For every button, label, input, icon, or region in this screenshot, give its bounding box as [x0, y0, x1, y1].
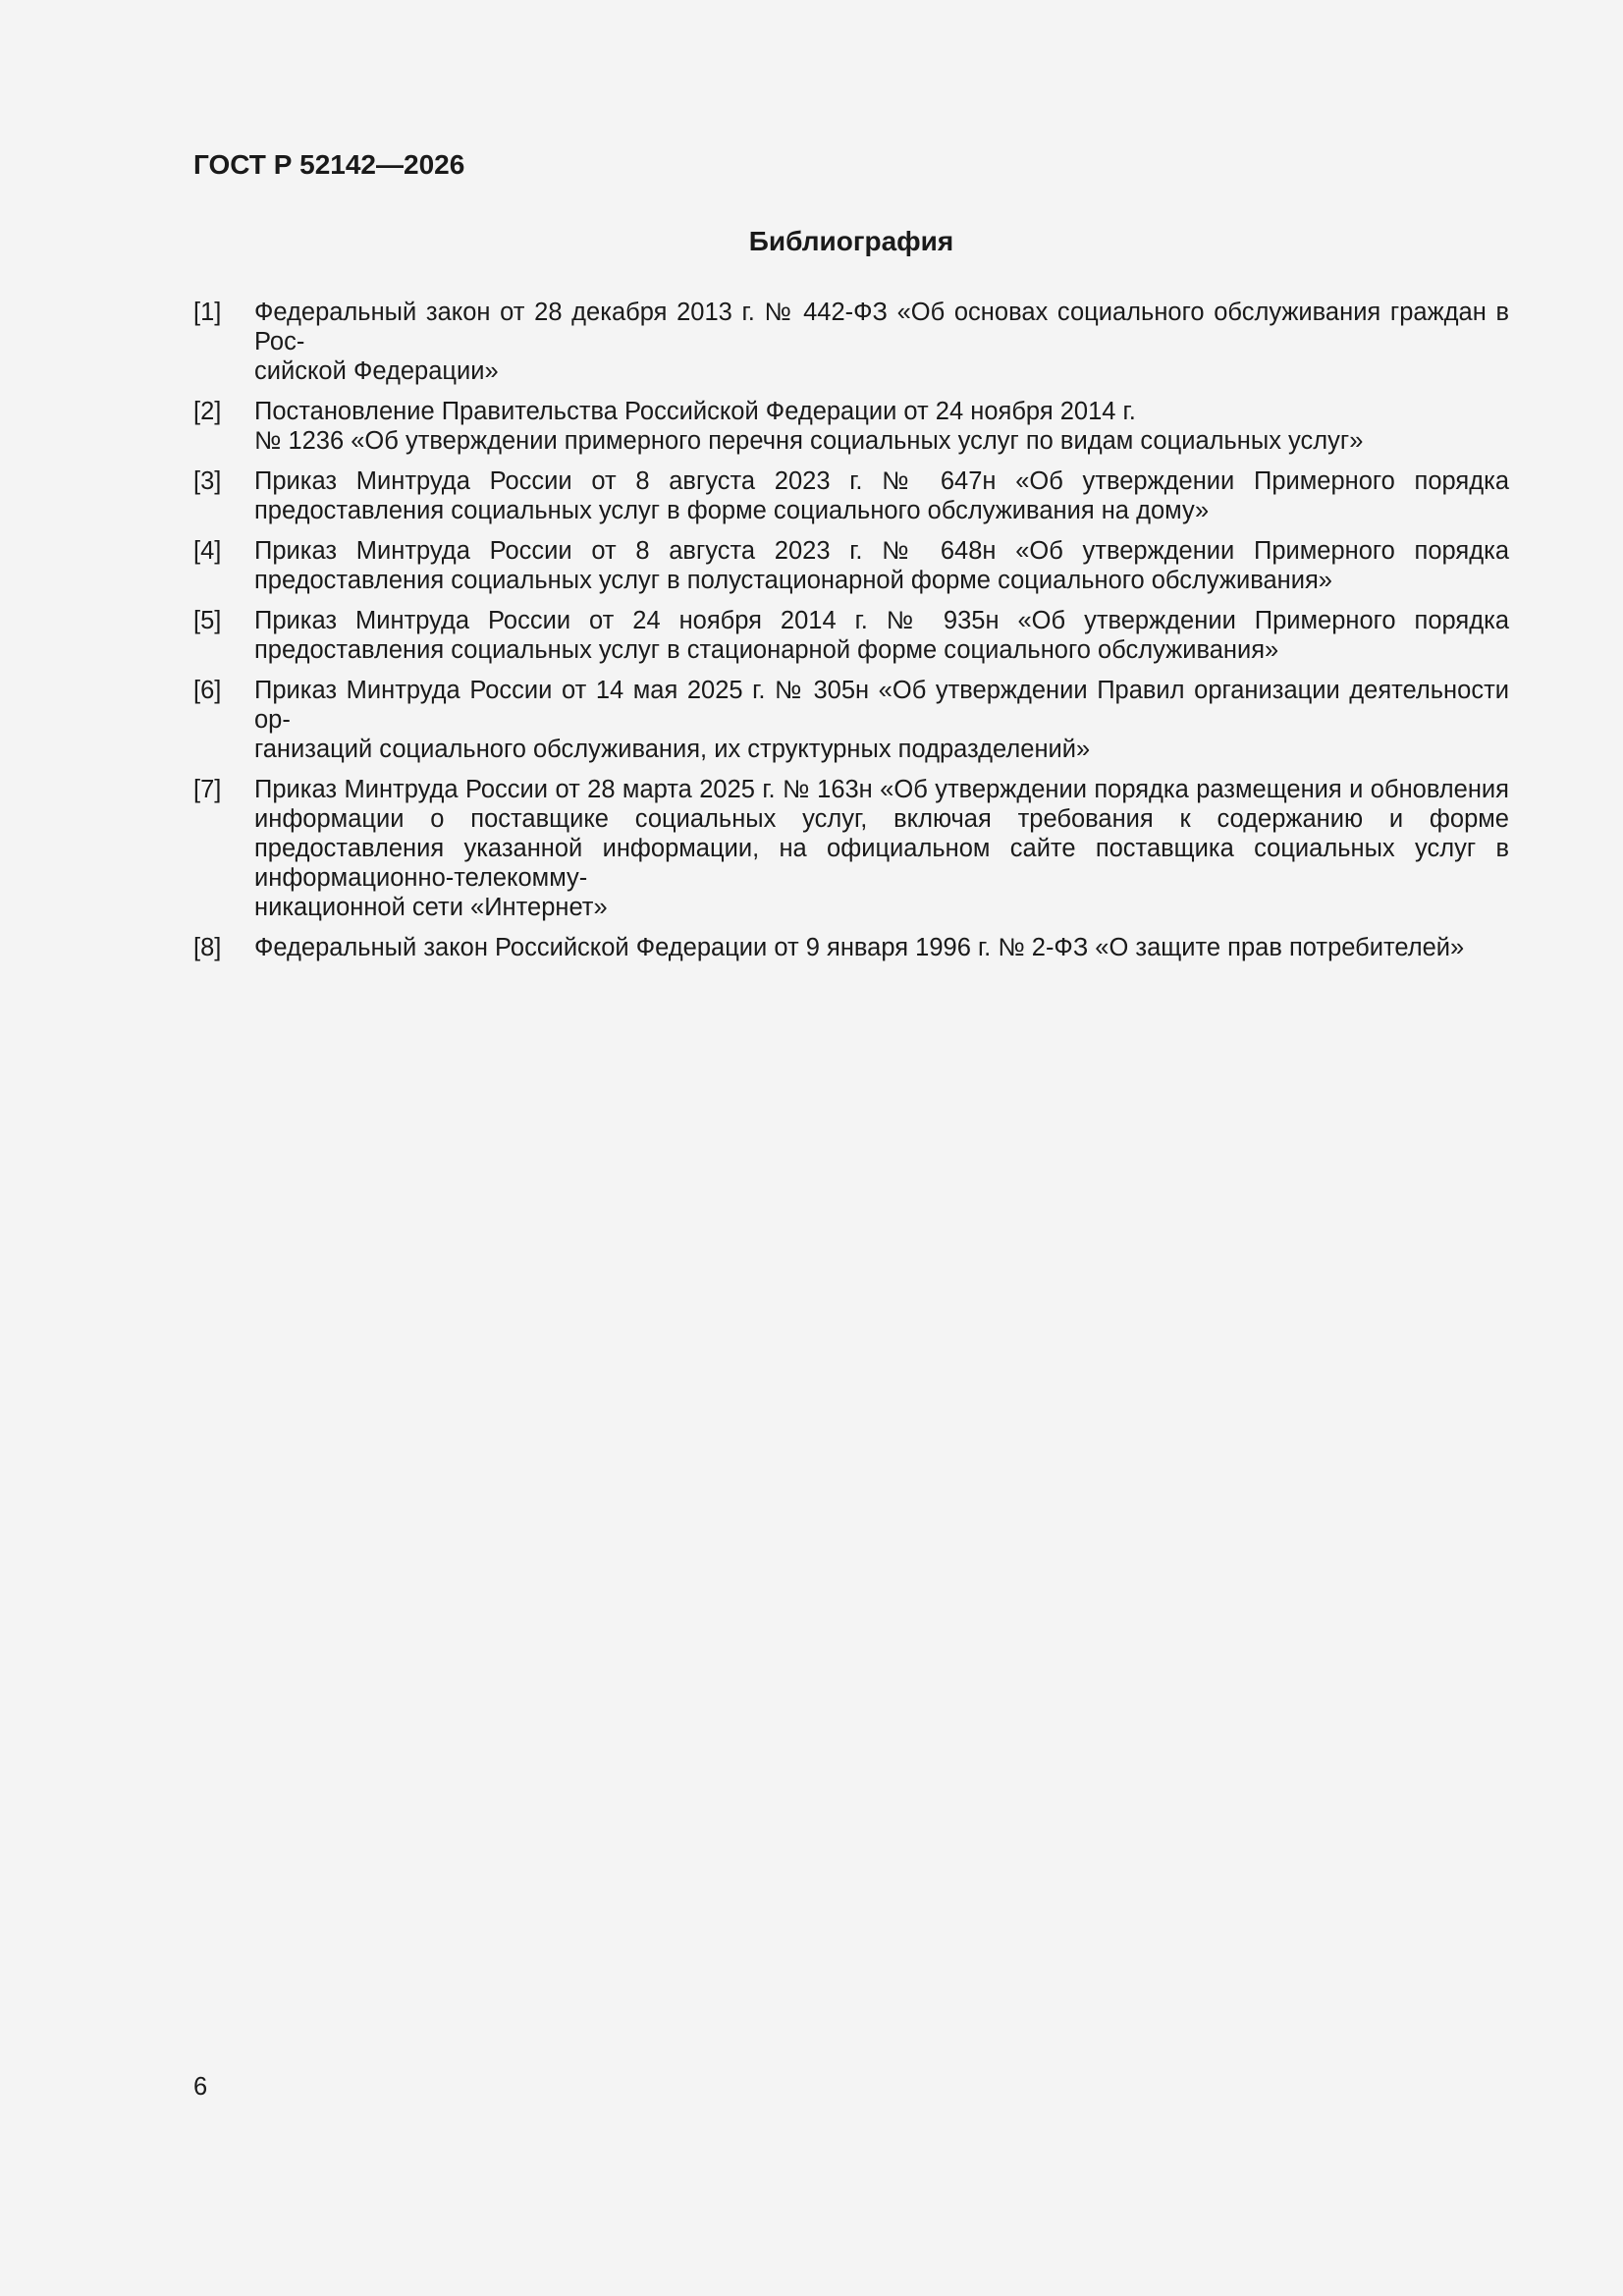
bibliography-entry-text: Приказ Минтруда России от 24 ноября 2014 г. № 935н «Об утверждении Примерного порядка предоставления социальных услуг в стационарной форме социального обслуживания»	[254, 607, 1509, 664]
bibliography-entry-number: [8]	[193, 934, 222, 961]
bibliography-entry-text: Приказ Минтруда России от 14 мая 2025 г. № 305н «Об утверждении Правил организации деятельности ор- ганизаций социального обслуживания, их структурных подразделений»	[254, 677, 1509, 763]
bibliography-entry	[193, 536, 1509, 595]
bibliography-entry-number: [7]	[193, 776, 222, 803]
bibliography-entry-number: [1]	[193, 299, 222, 326]
bibliography-entry-text: Постановление Правительства Российской Федерации от 24 ноября 2014 г. № 1236 «Об утверждении примерного перечня социальных услуг по видам социальных услуг»	[254, 398, 1364, 455]
bibliography-entry-text: Федеральный закон от 28 декабря 2013 г. № 442-ФЗ «Об основах социального обслуживания граждан в Рос- сийской Федерации»	[254, 299, 1509, 385]
bibliography-entry-text: Приказ Минтруда России от 8 августа 2023 г. № 648н «Об утверждении Примерного порядка предоставления социальных услуг в полустационарной форме социального обслуживания»	[254, 537, 1509, 594]
bibliography-entry-number: [3]	[193, 467, 222, 495]
bibliography-entry	[193, 466, 1509, 525]
bibliography-entry-number: [6]	[193, 677, 222, 704]
page-number: 6	[193, 2073, 208, 2101]
bibliography-entry	[193, 397, 1509, 456]
bibliography-entry	[193, 933, 1509, 962]
bibliography-entry-text: Приказ Минтруда России от 8 августа 2023 г. № 647н «Об утверждении Примерного порядка предоставления социальных услуг в форме социального обслуживания на дому»	[254, 467, 1509, 524]
bibliography-list	[193, 298, 1509, 973]
bibliography-entry-number: [4]	[193, 537, 222, 565]
bibliography-entry-text: Федеральный закон Российской Федерации от 9 января 1996 г. № 2-ФЗ «О защите прав потребителей»	[254, 934, 1465, 961]
bibliography-entry	[193, 606, 1509, 665]
bibliography-entry-text: Приказ Минтруда России от 28 марта 2025 г. № 163н «Об утверждении порядка размещения и обновления информации о поставщике социальных услуг, включая требования к содержанию и форме предоставления указанной информации, на официальном сайте поставщика социальных услуг в информационно-телекомму- никационной сети «Интернет»	[254, 776, 1509, 921]
bibliography-entry-number: [5]	[193, 607, 222, 634]
bibliography-entry	[193, 775, 1509, 922]
bibliography-entry	[193, 676, 1509, 764]
bibliography-entry-number: [2]	[193, 398, 222, 425]
section-title: Библиография	[748, 226, 954, 256]
document-designation: ГОСТ Р 52142—2026	[193, 149, 465, 180]
bibliography-entry	[193, 298, 1509, 386]
